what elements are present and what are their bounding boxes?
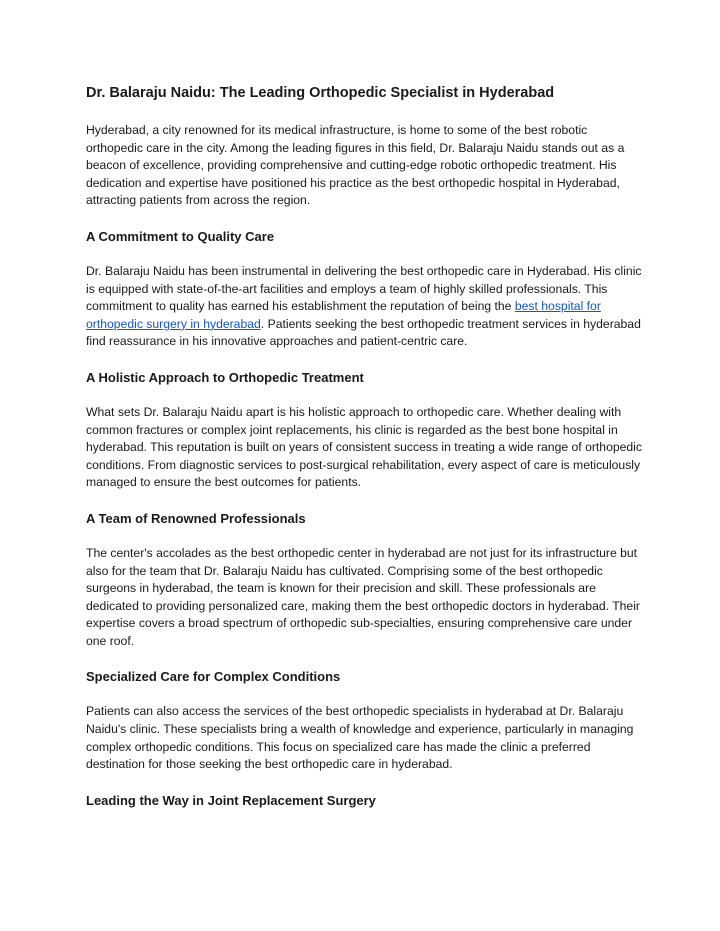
section-heading-quality-care: A Commitment to Quality Care [86, 228, 275, 244]
paragraph-text: Dr. Balaraju Naidu has been instrumental in delivering the best orthopedic care in Hyderabad. His clinic is equipped with state-of-the-art facilities and employs a team of highly skilled professionals. This commitment to quality has earned his establishment the reputation of being the [86, 263, 642, 314]
section-paragraph-complex-conditions: Patients can also access the services of the best orthopedic specialists in hyderabad at Dr. Balaraju Naidu's clinic. These specialists bring a wealth of knowledge and experience, particularly in managing complex orthopedic conditions. This focus on specialized care has made the clinic a preferred destination for those seeking the best orthopedic care in hyderabad. [86, 704, 634, 772]
section-heading-holistic-approach: A Holistic Approach to Orthopedic Treatment [86, 369, 364, 385]
document-title: Dr. Balaraju Naidu: The Leading Orthopedic Specialist in Hyderabad [86, 85, 555, 101]
section-heading-complex-conditions: Specialized Care for Complex Conditions [86, 669, 341, 685]
section-paragraph-renowned-professionals: The center's accolades as the best orthopedic center in hyderabad are not just for its infrastructure but also for the team that Dr. Balaraju Naidu has cultivated. Comprising some of the best orthopedic surgeons in hyderabad, the team is known for their precision and skill. These professionals are dedicated to providing personalized care, making them the best orthopedic doctors in hyderabad. Their expertise covers a broad spectrum of orthopedic sub-specialties, ensuring comprehensive care under one roof. [86, 545, 640, 648]
document-page [86, 84, 646, 827]
intro-paragraph: Hyderabad, a city renowned for its medical infrastructure, is home to some of the best robotic orthopedic care in the city. Among the leading figures in this field, Dr. Balaraju Naidu stands out as a beacon of excellence, providing comprehensive and cutting-edge robotic orthopedic treatment. His dedication and expertise have positioned his practice as the best orthopedic hospital in Hyderabad, attracting patients from across the region. [86, 123, 625, 208]
section-paragraph-quality-care [86, 263, 646, 351]
orthopedic-surgery-hospital-link[interactable]: best hospital for orthopedic surgery in hyderabad [86, 299, 601, 331]
section-paragraph-holistic-approach: What sets Dr. Balaraju Naidu apart is his holistic approach to orthopedic care. Whether dealing with common fractures or complex joint replacements, his clinic is regarded as the best bone hospital in hyderabad. This reputation is built on years of consistent success in treating a wide range of orthopedic conditions. From diagnostic services to post-surgical rehabilitation, every aspect of care is meticulously managed to ensure the best outcomes for patients. [86, 404, 642, 490]
paragraph-text: . Patients seeking the best orthopedic treatment services in hyderabad find reassurance in his innovative approaches and patient-centric care. [86, 316, 641, 349]
section-heading-joint-replacement: Leading the Way in Joint Replacement Surgery [86, 792, 376, 808]
section-heading-renowned-professionals: A Team of Renowned Professionals [86, 510, 306, 526]
